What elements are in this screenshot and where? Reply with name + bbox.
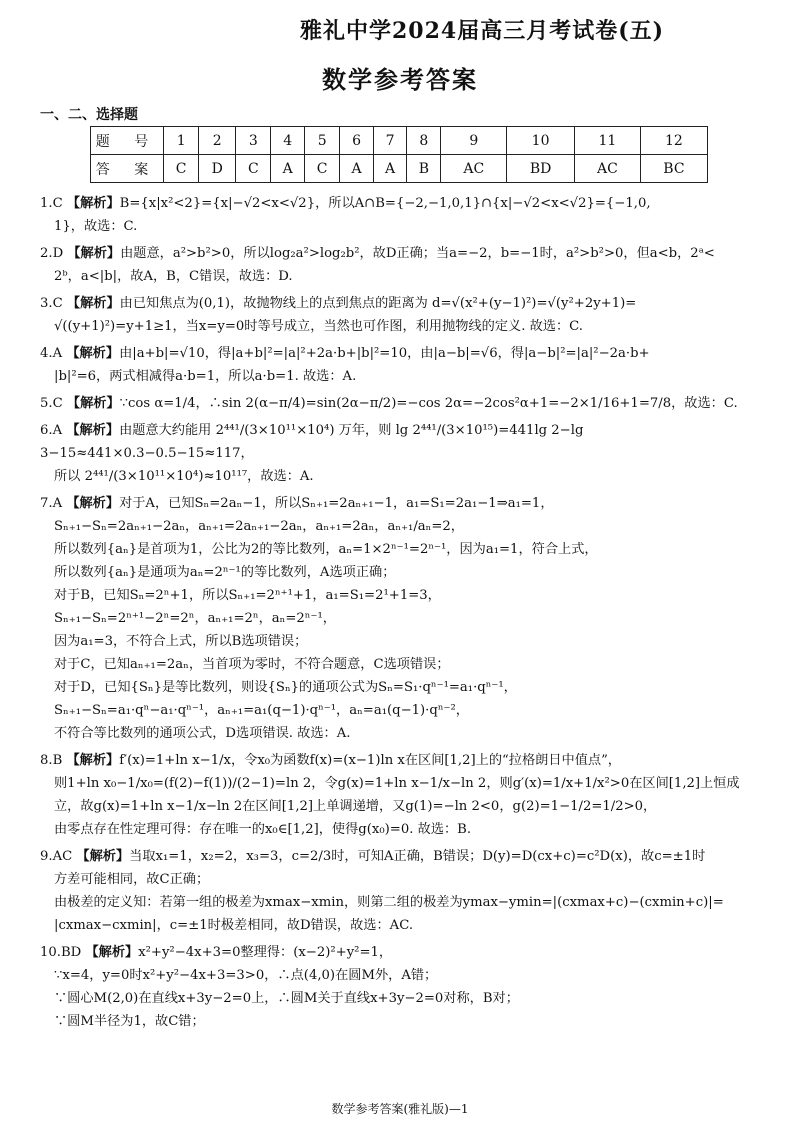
solution-line [40,845,770,868]
answer-cell: BD [507,155,575,183]
solution-item [40,749,770,841]
question-number-cell: 5 [305,127,340,155]
answer-cell: C [305,155,340,183]
analysis-tag: 【解析】 [66,753,120,768]
question-answer-label: 4.A [40,346,63,361]
row-label-number: 题 号 [91,127,164,155]
solution-line [40,749,770,772]
solution-item [40,845,770,937]
page-footer: 数学参考答案(雅礼版)—1 [331,1102,469,1116]
analysis-tag: 【解析】 [67,246,121,261]
question-answer-label: 2.D [40,246,64,261]
solution-text: 由题意，a²>b²>0，所以log₂a²>log₂b²，故D正确；当a=−2，b=−1时，a²>b²>0，但a<b，2ᵃ< [120,246,715,261]
question-number-cell: 6 [340,127,374,155]
question-number-cell: 1 [164,127,199,155]
solution-line: 2ᵇ，a<|b|，故A，B，C错误，故选：D. [54,269,293,284]
solution-line: ∵x=4，y=0时x²+y²−4x+3=3>0，∴点(4,0)在圆M外，A错； [54,968,438,983]
solution-line: |cxmax−cxmin|，c=±1时极差相同，故D错误，故选：AC. [54,918,414,933]
solution-item [40,941,770,1033]
analysis-tag: 【解析】 [85,945,139,960]
question-answer-label: 7.A [40,496,63,511]
answer-row [91,155,708,183]
solution-line: 立，故g(x)=1+ln x−1/x−ln 2在区间[1,2]上单调递增，又g(1)=−ln 2<0，g(2)=1−1/2=1/2>0， [54,799,657,814]
solution-line: Sₙ₊₁−Sₙ=2aₙ₊₁−2aₙ，aₙ₊₁=2aₙ₊₁−2aₙ，aₙ₊₁=2aₙ，aₙ₊₁/aₙ=2， [54,519,464,534]
solution-line [40,419,770,465]
answer-cell: A [271,155,305,183]
solution-text: ∵cos α=1/4，∴sin 2(α−π/4)=sin(2α−π/2)=−cos 2α=−2cos²α+1=−2×1/16+1=7/8，故选：C. [119,396,738,411]
question-number-cell: 12 [640,127,707,155]
solution-line [40,292,770,315]
solution-line: 由零点存在性定理可得：存在唯一的x₀∈[1,2]，使得g(x₀)=0. 故选：B. [54,822,472,837]
question-number-cell: 10 [507,127,575,155]
solution-line: 1}，故选：C. [54,219,138,234]
solution-text: f′(x)=1+ln x−1/x，令x₀为函数f(x)=(x−1)ln x在区间[1,2]上的“拉格朗日中值点”， [119,753,621,768]
question-number-cell: 3 [236,127,271,155]
analysis-tag: 【解析】 [66,346,120,361]
question-answer-label: 6.A [40,423,63,438]
question-number-row [91,127,708,155]
analysis-tag: 【解析】 [66,296,120,311]
answer-table [90,126,708,183]
analysis-tag: 【解析】 [66,396,120,411]
question-answer-label: 8.B [40,753,63,768]
solution-line: Sₙ₊₁−Sₙ=a₁·qⁿ−a₁·qⁿ⁻¹，aₙ₊₁=a₁(q−1)·qⁿ⁻¹，aₙ=a₁(q−1)·qⁿ⁻²， [54,703,469,718]
solution-line [40,242,770,265]
solutions-body [40,192,770,1037]
solution-item [40,492,770,745]
analysis-tag: 【解析】 [66,196,120,211]
answer-cell: C [236,155,271,183]
solution-line [40,342,770,365]
question-answer-label: 5.C [40,396,63,411]
solution-line [40,392,770,415]
answer-cell: BC [640,155,707,183]
solution-line: 所以 2⁴⁴¹/(3×10¹¹×10⁴)≈10¹¹⁷，故选：A. [54,469,314,484]
solution-line [40,492,770,515]
question-answer-label: 10.BD [40,945,82,960]
solution-line: 由极差的定义知：若第一组的极差为xmax−xmin，则第二组的极差为ymax−ymin=|(cxmax+c)−(cxmin+c)|= [54,895,724,910]
answer-cell: C [164,155,199,183]
question-number-cell: 9 [441,127,507,155]
solution-item [40,419,770,488]
solution-text: 由已知焦点为(0,1)，故抛物线上的点到焦点的距离为 d=√(x²+(y−1)²)=√(y²+2y+1)= [119,296,637,311]
question-number-cell: 7 [373,127,407,155]
solution-line: 对于B，已知Sₙ=2ⁿ+1，所以Sₙ₊₁=2ⁿ⁺¹+1，a₁=S₁=2¹+1=3， [54,588,441,603]
solution-line: 所以数列{aₙ}是首项为1，公比为2的等比数列，aₙ=1×2ⁿ⁻¹=2ⁿ⁻¹，因为a₁=1，符合上式， [54,542,598,557]
question-answer-label: 3.C [40,296,63,311]
solution-text: 对于A，已知Sₙ=2aₙ−1，所以Sₙ₊₁=2aₙ₊₁−1，a₁=S₁=2a₁−1⇒a₁=1， [119,496,554,511]
solution-line: 对于D，已知{Sₙ}是等比数列，则设{Sₙ}的通项公式为Sₙ=S₁·qⁿ⁻¹=a₁·qⁿ⁻¹， [54,680,517,695]
answer-cell: AC [575,155,641,183]
question-answer-label: 1.C [40,196,63,211]
question-number-cell: 11 [575,127,641,155]
analysis-tag: 【解析】 [66,423,120,438]
solution-line: √((y+1)²)=y+1≥1，当x=y=0时等号成立，当然也可作图，利用抛物线的定义. 故选：C. [54,319,583,334]
answer-cell: AC [441,155,507,183]
question-number-cell: 2 [199,127,236,155]
solution-text: 由题意大约能用 2⁴⁴¹/(3×10¹¹×10⁴) 万年，则 lg 2⁴⁴¹/(3×10¹⁵)=441lg 2−lg 3−15≈441×0.3−0.5−15≈117， [40,423,584,461]
question-number-cell: 8 [407,127,441,155]
question-number-cell: 4 [271,127,305,155]
answer-cell: A [373,155,407,183]
row-label-answer: 答 案 [91,155,164,183]
answer-cell: A [340,155,374,183]
solution-item [40,392,770,415]
question-answer-label: 9.AC [40,849,73,864]
solution-line: Sₙ₊₁−Sₙ=2ⁿ⁺¹−2ⁿ=2ⁿ，aₙ₊₁=2ⁿ，aₙ=2ⁿ⁻¹， [54,611,336,626]
solution-text: 当取x₁=1，x₂=2，x₃=3，c=2/3时，可知A正确，B错误；D(y)=D(cx+c)=c²D(x)，故c=±1时 [129,849,706,864]
solution-item [40,242,770,288]
answer-cell: D [199,155,236,183]
solution-line: 对于C，已知aₙ₊₁=2aₙ，当首项为零时，不符合题意，C选项错误； [54,657,450,672]
answer-cell: B [407,155,441,183]
analysis-tag: 【解析】 [76,849,130,864]
analysis-tag: 【解析】 [66,496,120,511]
solution-line: 不符合等比数列的通项公式，D选项错误. 故选：A. [54,726,351,741]
answer-key-subtitle: 数学参考答案 [322,65,478,94]
solution-item [40,192,770,238]
solution-line: 则1+ln x₀−1/x₀=(f(2)−f(1))/(2−1)=ln 2，令g(x)=1+ln x−1/x−ln 2，则g′(x)=1/x+1/x²>0在区间[1,2]上恒成 [54,776,740,791]
solution-line: |b|²=6，两式相减得a·b=1，所以a·b=1. 故选：A. [54,369,357,384]
solution-line [40,941,770,964]
solution-text: 由|a+b|=√10，得|a+b|²=|a|²+2a·b+|b|²=10，由|a−b|=√6，得|a−b|²=|a|²−2a·b+ [119,346,650,361]
solution-text: B={x|x²<2}={x|−√2<x<√2}，所以A∩B={−2,−1,0,1}∩{x|−√2<x<√2}={−1,0, [119,196,651,211]
section-heading: 一、二、选择题 [40,107,138,123]
solution-line [40,192,770,215]
solution-line: 所以数列{aₙ}是通项为aₙ=2ⁿ⁻¹的等比数列，A选项正确； [54,565,396,580]
solution-item [40,342,770,388]
solution-line: 方差可能相同，故C正确； [54,872,210,887]
exam-title: 雅礼中学2024届高三月考试卷(五) [300,18,665,44]
solution-line: 因为a₁=3，不符合上式，所以B选项错误； [54,634,308,649]
solution-text: x²+y²−4x+3=0整理得：(x−2)²+y²=1， [138,945,393,960]
solution-line: ∵圆M半径为1，故C错； [54,1014,205,1029]
solution-line: ∵圆心M(2,0)在直线x+3y−2=0上，∴圆M关于直线x+3y−2=0对称，B对； [54,991,519,1006]
solution-item [40,292,770,338]
